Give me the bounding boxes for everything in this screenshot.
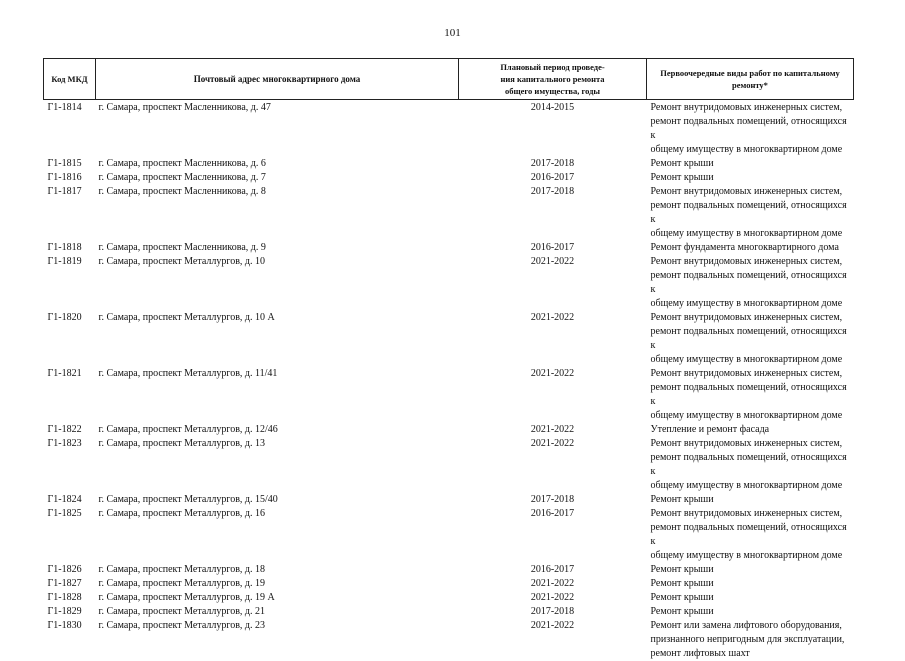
table-row — [44, 423, 854, 437]
period-cell: 2017-2018 — [459, 605, 647, 619]
address-cell: г. Самара, проспект Металлургов, д. 10 А — [96, 311, 459, 367]
table-row — [44, 507, 854, 563]
page-number: 101 — [0, 27, 905, 39]
code-cell: Г1-1825 — [44, 507, 96, 563]
works-cell: Ремонт внутридомовых инженерных систем, ремонт подвальных помещений, относящихся к общему имуществу в многоквартирном доме — [647, 255, 854, 311]
works-cell: Ремонт внутридомовых инженерных систем, ремонт подвальных помещений, относящихся к общему имуществу в многоквартирном доме — [647, 311, 854, 367]
address-cell: г. Самара, проспект Металлургов, д. 16 — [96, 507, 459, 563]
table-row — [44, 241, 854, 255]
works-cell: Ремонт внутридомовых инженерных систем, ремонт подвальных помещений, относящихся к общему имуществу в многоквартирном доме — [647, 507, 854, 563]
works-cell: Ремонт внутридомовых инженерных систем, ремонт подвальных помещений, относящихся к общему имуществу в многоквартирном доме — [647, 100, 854, 158]
period-cell: 2014-2015 — [459, 100, 647, 158]
code-cell: Г1-1823 — [44, 437, 96, 493]
address-cell: г. Самара, проспект Масленникова, д. 7 — [96, 171, 459, 185]
period-cell: 2016-2017 — [459, 507, 647, 563]
period-cell: 2021-2022 — [459, 437, 647, 493]
table-row — [44, 437, 854, 493]
address-cell: г. Самара, проспект Металлургов, д. 19 А — [96, 591, 459, 605]
address-cell: г. Самара, проспект Металлургов, д. 13 — [96, 437, 459, 493]
address-cell: г. Самара, проспект Металлургов, д. 11/41 — [96, 367, 459, 423]
works-cell: Ремонт крыши — [647, 591, 854, 605]
works-cell: Ремонт крыши — [647, 605, 854, 619]
header-code: Код МКД — [44, 59, 96, 100]
works-cell: Ремонт внутридомовых инженерных систем, ремонт подвальных помещений, относящихся к общему имуществу в многоквартирном доме — [647, 367, 854, 423]
address-cell: г. Самара, проспект Металлургов, д. 18 — [96, 563, 459, 577]
period-cell: 2021-2022 — [459, 367, 647, 423]
table-row — [44, 563, 854, 577]
code-cell: Г1-1818 — [44, 241, 96, 255]
period-cell: 2021-2022 — [459, 255, 647, 311]
works-cell: Ремонт или замена лифтового оборудования, признанного непригодным для эксплуатации, ремонт лифтовых шахт — [647, 619, 854, 661]
address-cell: г. Самара, проспект Металлургов, д. 19 — [96, 577, 459, 591]
works-cell: Ремонт крыши — [647, 157, 854, 171]
table-header — [44, 59, 854, 100]
code-cell: Г1-1821 — [44, 367, 96, 423]
address-cell: г. Самара, проспект Металлургов, д. 15/40 — [96, 493, 459, 507]
period-cell: 2017-2018 — [459, 493, 647, 507]
period-cell: 2016-2017 — [459, 563, 647, 577]
code-cell: Г1-1824 — [44, 493, 96, 507]
works-cell: Ремонт фундамента многоквартирного дома — [647, 241, 854, 255]
code-cell: Г1-1816 — [44, 171, 96, 185]
table-row — [44, 100, 854, 158]
address-cell: г. Самара, проспект Масленникова, д. 6 — [96, 157, 459, 171]
table-row — [44, 591, 854, 605]
address-cell: г. Самара, проспект Масленникова, д. 47 — [96, 100, 459, 158]
code-cell: Г1-1822 — [44, 423, 96, 437]
period-cell: 2017-2018 — [459, 157, 647, 171]
table-row — [44, 493, 854, 507]
table-row — [44, 367, 854, 423]
table-row — [44, 255, 854, 311]
address-cell: г. Самара, проспект Металлургов, д. 12/46 — [96, 423, 459, 437]
header-address: Почтовый адрес многоквартирного дома — [96, 59, 459, 100]
period-cell: 2016-2017 — [459, 241, 647, 255]
table-row — [44, 619, 854, 661]
code-cell: Г1-1819 — [44, 255, 96, 311]
period-cell: 2016-2017 — [459, 171, 647, 185]
header-works: Первоочередные виды работ по капитальному ремонту* — [647, 59, 854, 100]
period-cell: 2021-2022 — [459, 577, 647, 591]
works-cell: Утепление и ремонт фасада — [647, 423, 854, 437]
period-cell: 2017-2018 — [459, 185, 647, 241]
housing-repair-table — [43, 58, 854, 661]
table-row — [44, 577, 854, 591]
table-body — [44, 100, 854, 661]
code-cell: Г1-1815 — [44, 157, 96, 171]
table-row — [44, 311, 854, 367]
code-cell: Г1-1814 — [44, 100, 96, 158]
code-cell: Г1-1830 — [44, 619, 96, 661]
address-cell: г. Самара, проспект Масленникова, д. 8 — [96, 185, 459, 241]
works-cell: Ремонт внутридомовых инженерных систем, ремонт подвальных помещений, относящихся к общему имуществу в многоквартирном доме — [647, 437, 854, 493]
table-row — [44, 185, 854, 241]
period-cell: 2021-2022 — [459, 591, 647, 605]
code-cell: Г1-1817 — [44, 185, 96, 241]
address-cell: г. Самара, проспект Металлургов, д. 21 — [96, 605, 459, 619]
code-cell: Г1-1826 — [44, 563, 96, 577]
code-cell: Г1-1820 — [44, 311, 96, 367]
table-row — [44, 605, 854, 619]
works-cell: Ремонт крыши — [647, 563, 854, 577]
works-cell: Ремонт внутридомовых инженерных систем, ремонт подвальных помещений, относящихся к общему имуществу в многоквартирном доме — [647, 185, 854, 241]
address-cell: г. Самара, проспект Металлургов, д. 10 — [96, 255, 459, 311]
table-row — [44, 171, 854, 185]
works-cell: Ремонт крыши — [647, 577, 854, 591]
header-period: Плановый период проведе- ния капитального ремонта общего имущества, годы — [459, 59, 647, 100]
code-cell: Г1-1828 — [44, 591, 96, 605]
period-cell: 2021-2022 — [459, 311, 647, 367]
code-cell: Г1-1827 — [44, 577, 96, 591]
period-cell: 2021-2022 — [459, 423, 647, 437]
address-cell: г. Самара, проспект Металлургов, д. 23 — [96, 619, 459, 661]
code-cell: Г1-1829 — [44, 605, 96, 619]
period-cell: 2021-2022 — [459, 619, 647, 661]
table-row — [44, 157, 854, 171]
works-cell: Ремонт крыши — [647, 171, 854, 185]
address-cell: г. Самара, проспект Масленникова, д. 9 — [96, 241, 459, 255]
works-cell: Ремонт крыши — [647, 493, 854, 507]
